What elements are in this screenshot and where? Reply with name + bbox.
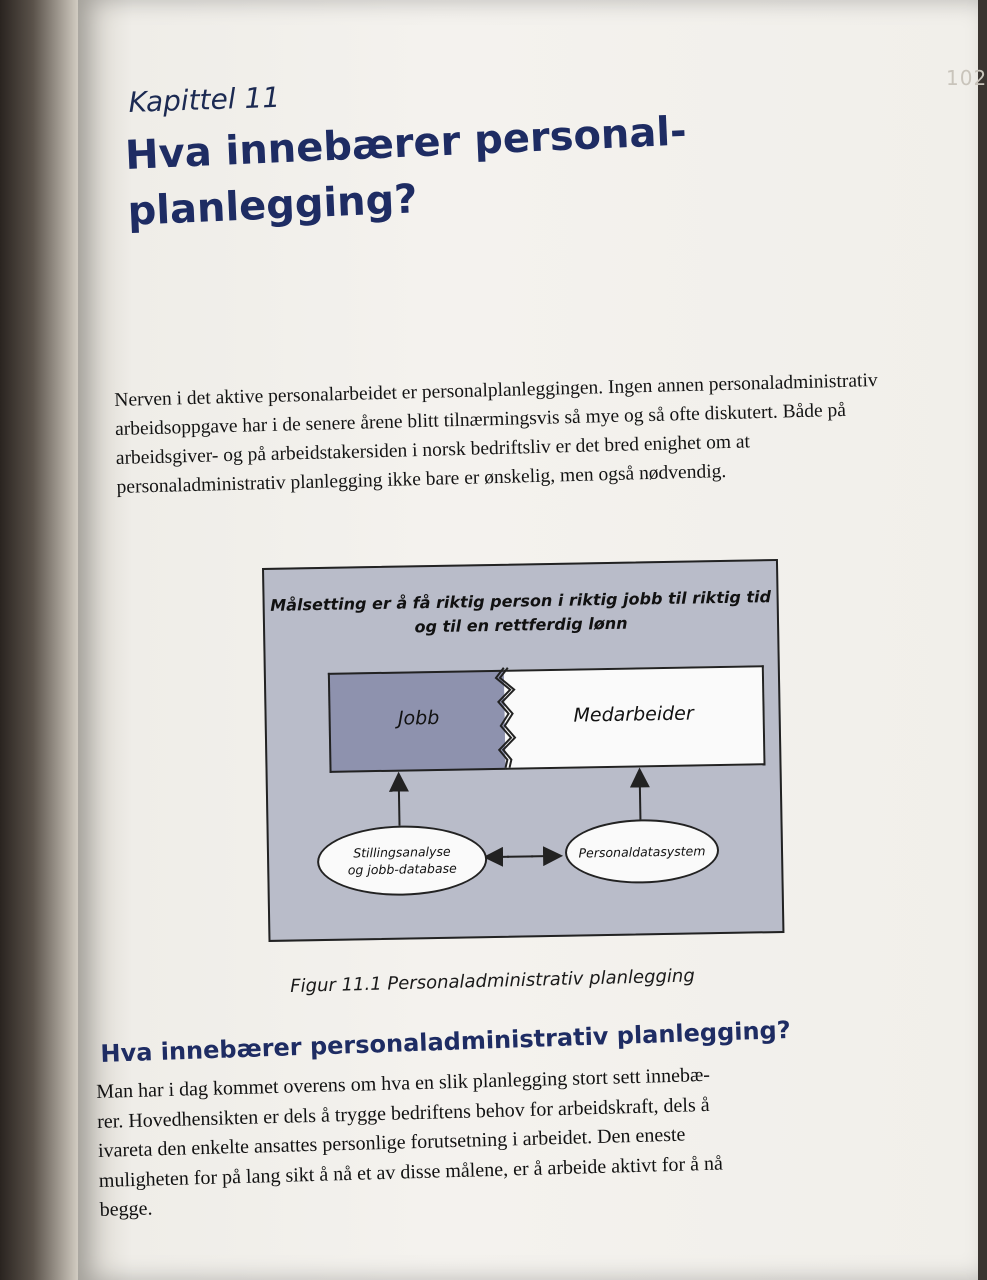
page-number: 102 bbox=[946, 66, 987, 90]
body-line: ivareta den enkelte ansattes personlige forutsetning i arbeidet. Den eneste bbox=[97, 1123, 686, 1162]
body-line: rer. Hovedhensikten er dels å trygge bedriftens behov for arbeidskraft, dels å bbox=[96, 1093, 710, 1133]
figure-diagram bbox=[262, 559, 784, 942]
figure-heading: Målsetting er å få riktig person i riktig jobb til riktig tid og til en rettferdig lønn bbox=[270, 587, 772, 637]
stillingsanalyse-label: Stillingsanalyse og jobb-database bbox=[347, 843, 457, 878]
chapter-label: Kapittel 11 bbox=[128, 80, 281, 119]
figure-caption: Figur 11.1 Personaladministrativ planlegging bbox=[290, 965, 696, 997]
body-line: begge. bbox=[99, 1197, 153, 1221]
section-body bbox=[96, 1054, 960, 1225]
medarbeider-label: Medarbeider bbox=[573, 702, 694, 727]
jobb-label: Jobb bbox=[397, 706, 440, 730]
chapter-title: Hva innebærer personal-planlegging? bbox=[124, 108, 688, 235]
personaldatasystem-label: Personaldatasystem bbox=[578, 842, 706, 861]
arrow-up-left bbox=[399, 776, 400, 826]
arrow-up-right bbox=[640, 771, 641, 819]
intro-paragraph: Nerven i det aktive personalarbeidet er personalplanleggingen. Ingen annen personaladministrativ arbeidsoppgave har i de senere årene blitt tilnærmingsvis så mye og så ofte diskutert. Både på arbeidsgiver- og på arbeidstakersiden i norsk bedriftsliv er det bred enighet om at personaladministrativ planlegging ikke bare er ønskelig, men også nødvendig. bbox=[114, 370, 878, 498]
body-line: Man har i dag kommet overens om hva en slik planlegging stort sett innebæ- bbox=[96, 1063, 711, 1103]
body-line: muligheten for på lang sikt å nå et av disse målene, er å arbeide aktivt for å nå bbox=[98, 1152, 724, 1192]
section-heading: Hva innebærer personaladministrativ planlegging? bbox=[100, 1015, 792, 1068]
